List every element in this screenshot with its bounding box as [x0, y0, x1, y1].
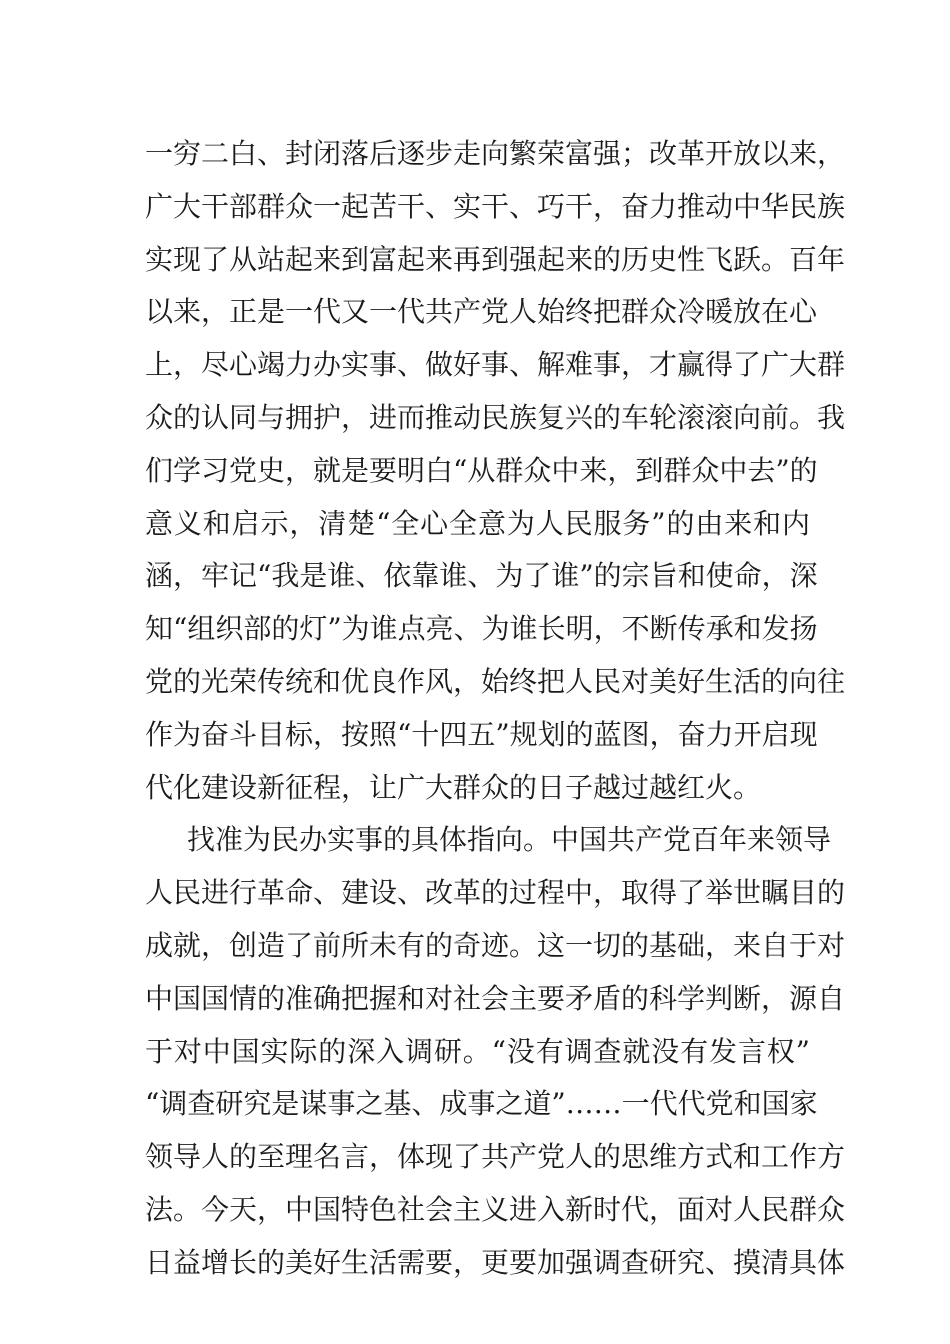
text-line: 涵，牢记“我是谁、依靠谁、为了谁”的宗旨和使命，深 — [145, 559, 818, 593]
text-line: 实现了从站起来到富起来再到强起来的历史性飞跃。百年 — [145, 242, 846, 276]
body-text — [145, 128, 846, 1290]
text-line: 广大干部群众一起苦干、实干、巧干，奋力推动中华民族 — [145, 189, 846, 223]
paragraph-1 — [145, 128, 846, 814]
text-line: 意义和启示，清楚“全心全意为人民服务”的由来和内 — [145, 506, 810, 540]
text-line: 于对中国实际的深入调研。“没有调查就没有发言权” — [145, 1034, 810, 1068]
text-line: 人民进行革命、建设、改革的过程中，取得了举世瞩目的 — [145, 876, 846, 910]
text-line: 代化建设新征程，让广大群众的日子越过越红火。 — [145, 770, 762, 804]
text-line: 党的光荣传统和优良作风，始终把人民对美好生活的向往 — [145, 664, 846, 698]
text-line: 成就，创造了前所未有的奇迹。这一切的基础，来自于对 — [145, 928, 846, 962]
text-line: 中国国情的准确把握和对社会主要矛盾的科学判断，源自 — [145, 981, 846, 1015]
text-line: 领导人的至理名言，体现了共产党人的思维方式和工作方 — [145, 1140, 846, 1174]
text-line: 找准为民办实事的具体指向。中国共产党百年来领导 — [187, 823, 832, 857]
text-line: “调查研究是谋事之基、成事之道”……一代代党和国家 — [145, 1087, 818, 1121]
text-line: 知“组织部的灯”为谁点亮、为谁长明，不断传承和发扬 — [145, 612, 818, 646]
text-line: 法。今天，中国特色社会主义进入新时代，面对人民群众 — [145, 1192, 846, 1226]
text-line: 作为奋斗目标，按照“十四五”规划的蓝图，奋力开启现 — [145, 717, 818, 751]
text-line: 们学习党史，就是要明白“从群众中来，到群众中去”的 — [145, 453, 818, 487]
paragraph-2 — [145, 814, 846, 1289]
text-line: 众的认同与拥护，进而推动民族复兴的车轮滚滚向前。我 — [145, 400, 846, 434]
text-line: 上，尽心竭力办实事、做好事、解难事，才赢得了广大群 — [145, 348, 846, 382]
text-line: 日益增长的美好生活需要，更要加强调查研究、摸清具体 — [145, 1245, 846, 1279]
text-line: 一穷二白、封闭落后逐步走向繁荣富强；改革开放以来， — [145, 137, 846, 170]
text-line: 以来，正是一代又一代共产党人始终把群众冷暖放在心 — [145, 295, 818, 329]
